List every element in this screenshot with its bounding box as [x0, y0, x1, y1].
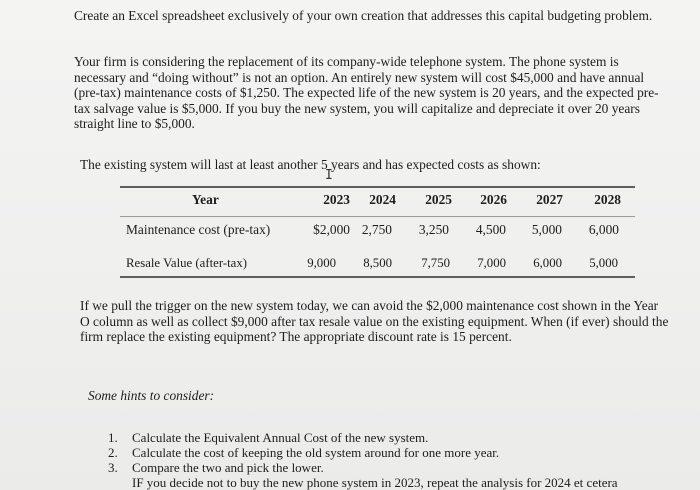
resale-2023: 9,000 [307, 256, 336, 270]
resale-2026: 7,000 [477, 256, 506, 270]
maintenance-2023: $2,000 [313, 222, 350, 237]
hint-continuation: IF you decide not to buy the new phone system in 2023, repeat the analysis for 2024 et cetera [132, 475, 618, 490]
list-item-number: 3. [108, 460, 118, 475]
resale-2024: 8,500 [363, 256, 392, 270]
year-header-2026: 2026 [480, 192, 507, 207]
maintenance-2026: 4,500 [475, 222, 506, 237]
list-item [108, 460, 618, 475]
assignment-intro: Create an Excel spreadsheet exclusively of your own creation that addresses this capital budgeting problem. [74, 8, 653, 23]
hints-title: Some hints to consider: [88, 388, 215, 403]
list-item [108, 430, 618, 445]
list-item-number: 2. [108, 445, 118, 460]
table-top-rule [120, 186, 635, 188]
resale-2027: 6,000 [533, 256, 562, 270]
resale-row-label: Resale Value (after-tax) [126, 256, 248, 270]
year-header-2024: 2024 [369, 192, 396, 207]
year-header-2028: 2028 [594, 192, 621, 207]
list-item [108, 445, 618, 460]
list-item-text: Compare the two and pick the lower. [132, 460, 324, 475]
text-cursor-icon: I [325, 168, 333, 183]
list-item-text: Calculate the cost of keeping the old system around for one more year. [132, 445, 500, 460]
maintenance-2025: 3,250 [418, 222, 449, 237]
maintenance-2027: 5,000 [531, 222, 562, 237]
resale-2025: 7,750 [421, 256, 450, 270]
maintenance-2028: 6,000 [588, 222, 619, 237]
year-header-2027: 2027 [536, 192, 563, 207]
replacement-question: If we pull the trigger on the new system today, we can avoid the $2,000 maintenance cost shown in the Year O column as well as collect $9,000 after tax resale value on the existing equipment. When (if ever) should the firm replace the existing equipment? The appropriate discount rate is 15 percent. [80, 298, 669, 345]
existing-system-statement: The existing system will last at least another 5 years and has expected costs as shown: [80, 157, 541, 172]
list-item-text: Calculate the Equivalent Annual Cost of the new system. [132, 430, 429, 445]
year-header-2025: 2025 [425, 192, 452, 207]
maintenance-2024: 2,750 [361, 222, 392, 237]
maintenance-row-label: Maintenance cost (pre-tax) [126, 222, 271, 237]
year-header: Year [192, 192, 219, 207]
list-item-number: 1. [108, 430, 118, 445]
problem-statement: Your firm is considering the replacement of its company-wide telephone system. The phone system is necessary and “doing without” is not an option. An entirely new system will cost $45,000 and have annual (pre-tax) maintenance costs of $1,250. The expected life of the new system is 20 years, and the expected pre-tax salvage value is $5,000. If you buy the new system, you will capitalize and depreciate it over 20 years straight line to $5,000. [74, 54, 659, 132]
table-bottom-rule [120, 276, 635, 278]
year-header-2023: 2023 [323, 192, 350, 207]
hints-list [108, 430, 618, 490]
resale-2028: 5,000 [589, 256, 618, 270]
table-header-rule [120, 216, 635, 217]
